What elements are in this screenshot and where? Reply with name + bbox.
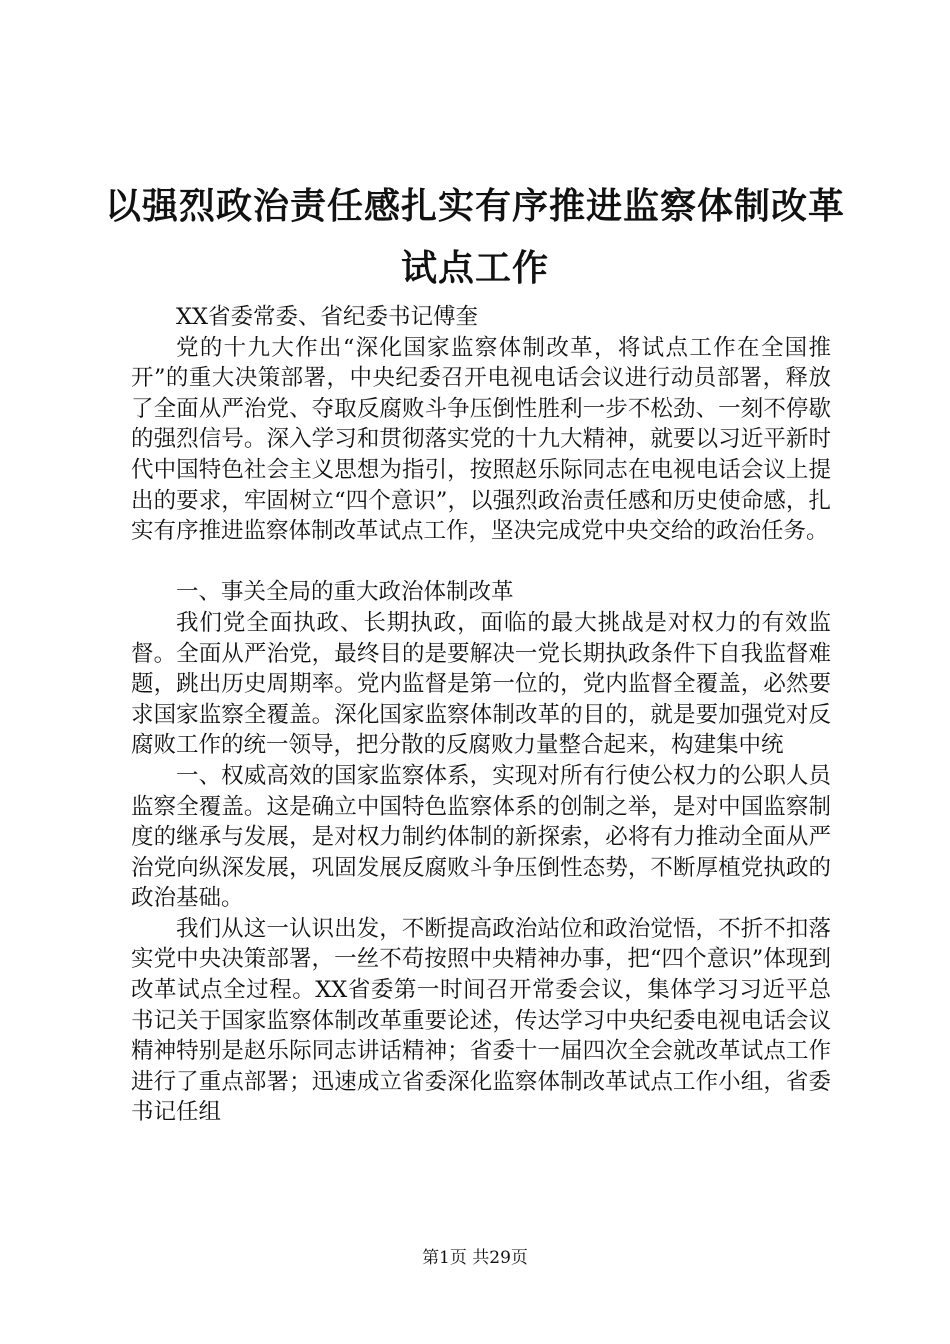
paragraph: 党的十九大作出“深化国家监察体制改革，将试点工作在全国推开”的重大决策部署，中央纪委召开电视电话会议进行动员部署，释放了全面从严治党、夺取反腐败斗争压倒性胜利一步不松劲、一刻不停歇的强烈信号。深入学习和贯彻落实党的十九大精神，就要以习近平新时代中国特色社会主义思想为指引，按照赵乐际同志在电视电话会议上提出的要求，牢固树立“四个意识”，以强烈政治责任感和历史使命感，扎实有序推进监察体制改革试点工作，坚决完成党中央交给的政治任务。: [131, 334, 831, 545]
page-number-footer: 第1页 共29页: [422, 1248, 528, 1268]
author-line: XX省委常委、省纪委书记傅奎: [176, 304, 479, 330]
document-body: [131, 302, 831, 1128]
paragraph: 我们党全面执政、长期执政，面临的最大挑战是对权力的有效监督。全面从严治党，最终目的是要解决一党长期执政条件下自我监督难题，跳出历史周期率。党内监督是第一位的，党内监督全覆盖，必然要求国家监察全覆盖。深化国家监察体制改革的目的，就是要加强党对反腐败工作的统一领导，把分散的反腐败力量整合起来，构建集中统: [131, 609, 831, 759]
section-heading: 一、事关全局的重大政治体制改革: [176, 579, 514, 606]
paragraph-spacer: [131, 547, 831, 578]
document-title-line-2: 试点工作: [400, 247, 549, 289]
paragraph: 我们从这一认识出发，不断提高政治站位和政治觉悟，不折不扣落实党中央决策部署，一丝不苟按照中央精神办事，把“四个意识”体现到改革试点全过程。XX省委第一时间召开常委会议，集体学习习近平总书记关于国家监察体制改革重要论述，传达学习中央纪委电视电话会议精神特别是赵乐际同志讲话精神；省委十一届四次全会就改革试点工作进行了重点部署；迅速成立省委深化监察体制改革试点工作小组，省委书记任组: [131, 915, 831, 1126]
document-title-line-1: 以强烈政治责任感扎实有序推进监察体制改革: [104, 185, 845, 227]
paragraph: 一、权威高效的国家监察体系，实现对所有行使公权力的公职人员监察全覆盖。这是确立中国特色监察体系的创制之举，是对中国监察制度的继承与发展，是对权力制约体制的新探索，必将有力推动全面从严治党向纵深发展，巩固发展反腐败斗争压倒性态势，不断厚植党执政的政治基础。: [131, 762, 831, 912]
